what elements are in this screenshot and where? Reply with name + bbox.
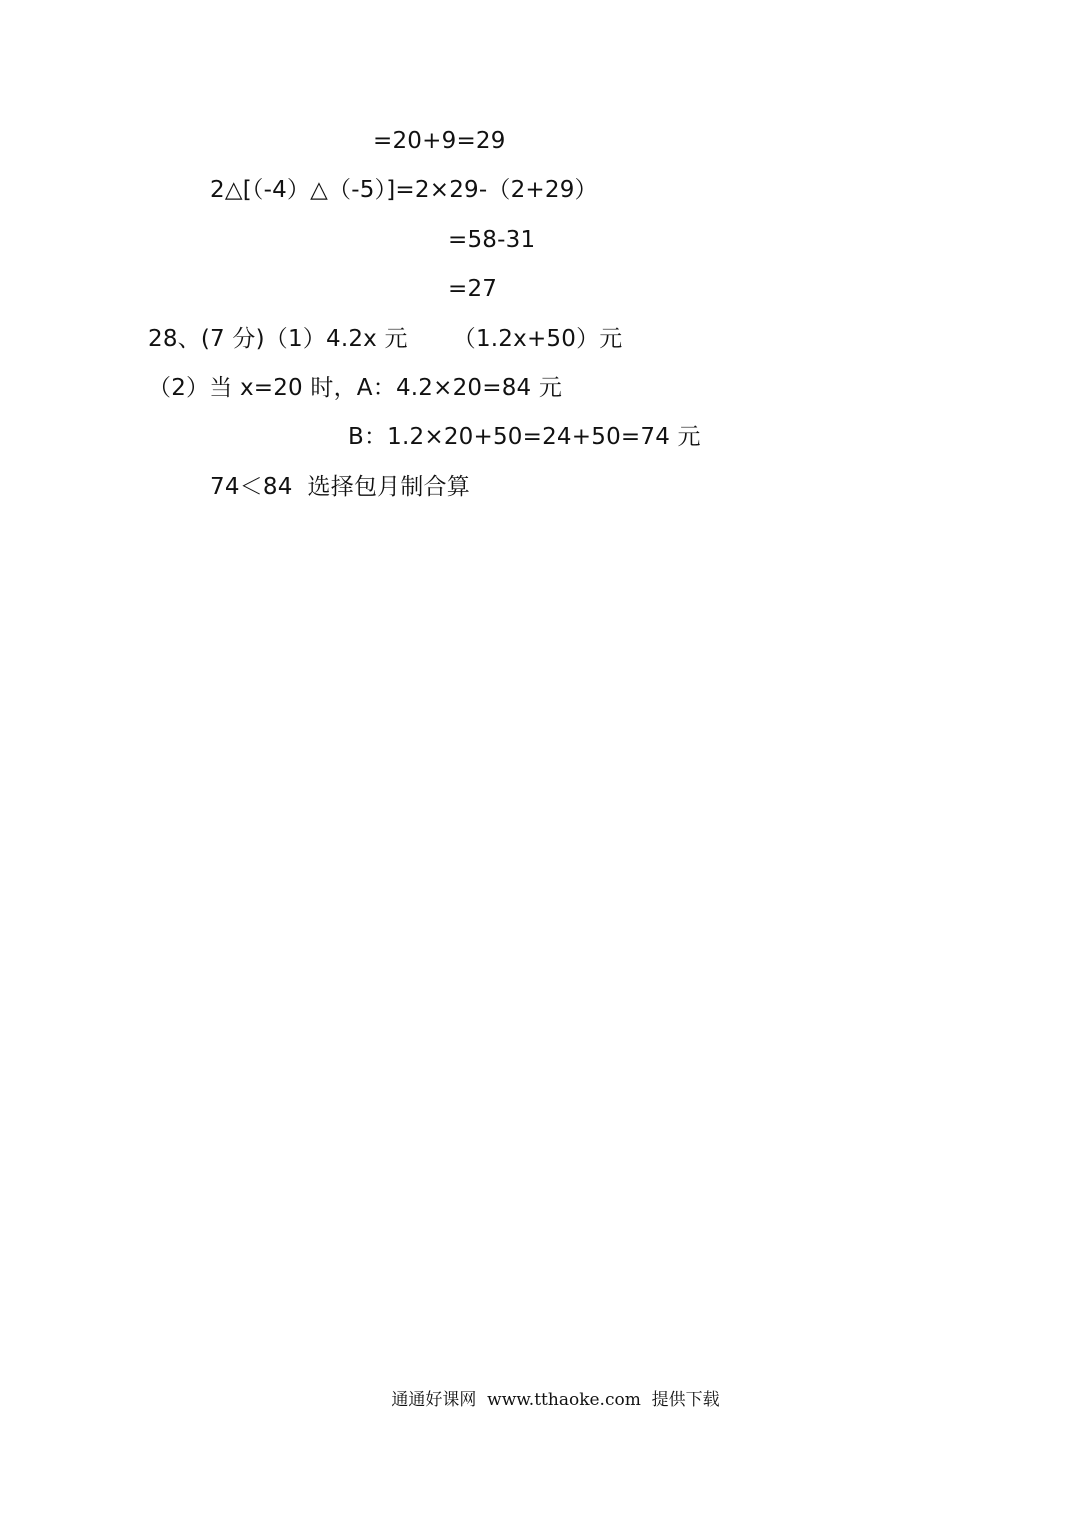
page-footer: 通通好课网 www.tthaoke.com 提供下载 (391, 1390, 720, 1410)
calc-line-1: =20+9=29 (373, 128, 506, 154)
calc-line-3: =58-31 (448, 227, 536, 253)
question-28-conclusion: 74＜84 选择包月制合算 (210, 474, 470, 500)
calc-line-2: 2△[（-4）△（-5）]=2×29-（2+29） (210, 177, 598, 203)
question-28-part-1: 28、(7 分)（1）4.2x 元 （1.2x+50）元 (148, 326, 623, 352)
question-28-part-2-b: B：1.2×20+50=24+50=74 元 (348, 424, 701, 450)
calc-line-4: =27 (448, 276, 498, 302)
question-28-part-2-a: （2）当 x=20 时，A：4.2×20=84 元 (148, 375, 563, 401)
